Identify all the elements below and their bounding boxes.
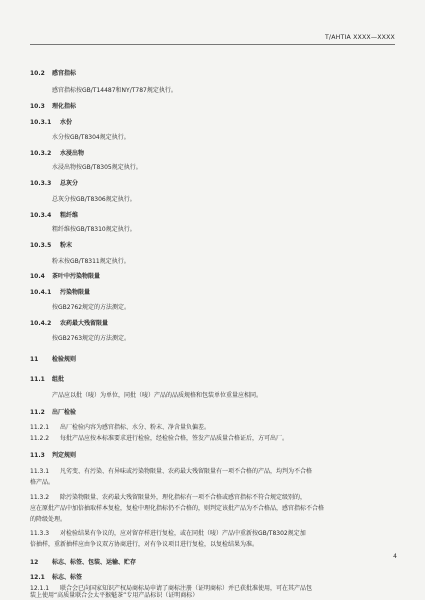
- section-12-1-1-continuation: 装上使用“高质量联合会太平猴魁茶”专用产品标识（证明商标）: [30, 592, 199, 599]
- section-10-4-heading: 10.4 茶叶中污染物限量: [30, 273, 101, 280]
- section-11-2-heading: 11.2 出厂检验: [30, 409, 77, 416]
- section-12-1-1-text: 12.1.1 联合会已向国家知识产权局商标局申请了商标注册（证明商标）并已获批准使用，可在其产品包: [30, 585, 313, 592]
- section-10-4-1-heading: 10.4.1 污染物限量: [30, 289, 91, 296]
- section-10-3-4-heading: 10.3.4 粗纤维: [30, 212, 79, 219]
- page-number: 4: [393, 553, 397, 560]
- section-11-3-1-text: 11.3.1 凡劣变、有污染、有异味或污染物限量、农药最大残留限量有一项不合格的产品，均判为不合格: [30, 468, 313, 475]
- section-10-3-1-heading: 10.3.1 水份: [30, 119, 73, 126]
- section-11-2-2-text: 11.2.2 每批产品应按本标准要求进行检验，经检验合格，签发产品质量合格证后，方可出厂。: [30, 435, 289, 442]
- section-10-2-heading: 10.2 感官指标: [30, 70, 77, 77]
- section-12-1-heading: 12.1 标志、标签: [30, 574, 83, 581]
- section-10-2-text: 感官指标按GB/T14487和NY/T787规定执行。: [52, 87, 177, 94]
- section-10-3-2-text: 水浸出物按GB/T8305规定执行。: [52, 164, 142, 171]
- section-11-1-heading: 11.1 组批: [30, 376, 65, 383]
- section-10-4-1-text: 按GB2762规定的方法测定。: [52, 304, 131, 311]
- section-10-3-1-text: 水分按GB/T8304规定执行。: [52, 134, 130, 141]
- section-11-3-heading: 11.3 判定规则: [30, 452, 77, 459]
- section-10-4-2-text: 按GB2763规定的方法测定。: [52, 335, 131, 342]
- section-10-3-5-heading: 10.3.5 粉末: [30, 242, 73, 249]
- section-10-3-3-heading: 10.3.3 总灰分: [30, 180, 79, 187]
- standard-code: T/AHTIA XXXX—XXXX: [324, 34, 395, 41]
- section-10-4-2-heading: 10.4.2 农药最大残留限量: [30, 320, 109, 327]
- section-11-2-1-text: 11.2.1 出厂检验内容为感官指标、水分、粉末、净含量负偏差。: [30, 424, 211, 431]
- section-11-heading: 11 检验规则: [30, 356, 77, 363]
- section-11-3-3-text: 11.3.3 对检验结果有争议的，应对留存样进行复检，或在同批（唛）产品中重新按GB/T8302规定加: [30, 530, 306, 537]
- section-11-1-text: 产品应以批（唛）为单位，同批（唛）产品的品质规格和包装单位重量应相同。: [52, 392, 263, 399]
- section-11-3-3-continuation: 倍抽样，重新抽样应由争议双方协商进行，对有争议项目进行复检，以复检结果为准。: [30, 541, 259, 548]
- header-rule: [30, 44, 395, 45]
- section-10-3-2-heading: 10.3.2 水浸出物: [30, 150, 85, 157]
- section-10-3-5-text: 粉末按GB/T8311规定执行。: [52, 258, 130, 265]
- section-10-3-3-text: 总灰分按GB/T8306规定执行。: [52, 196, 136, 203]
- section-10-3-heading: 10.3 理化指标: [30, 103, 77, 110]
- section-10-3-4-text: 粗纤维按GB/T8310规定执行。: [52, 226, 136, 233]
- section-11-3-2-continuation-1: 应在原批产品中加倍抽取样本复检，复检中理化指标仍不合格的，则判定该批产品为不合格品，感官指标不合格: [30, 505, 325, 512]
- section-11-3-2-text: 11.3.2 除污染物限量、农药最大残留限量外，理化指标有一项不合格或感官指标不符合规定级别的，: [30, 494, 307, 501]
- section-11-3-1-continuation: 格产品。: [30, 479, 55, 486]
- section-11-3-2-continuation-2: 的降级处理。: [30, 516, 67, 523]
- section-12-heading: 12 标志、标签、包装、运输、贮存: [30, 559, 137, 566]
